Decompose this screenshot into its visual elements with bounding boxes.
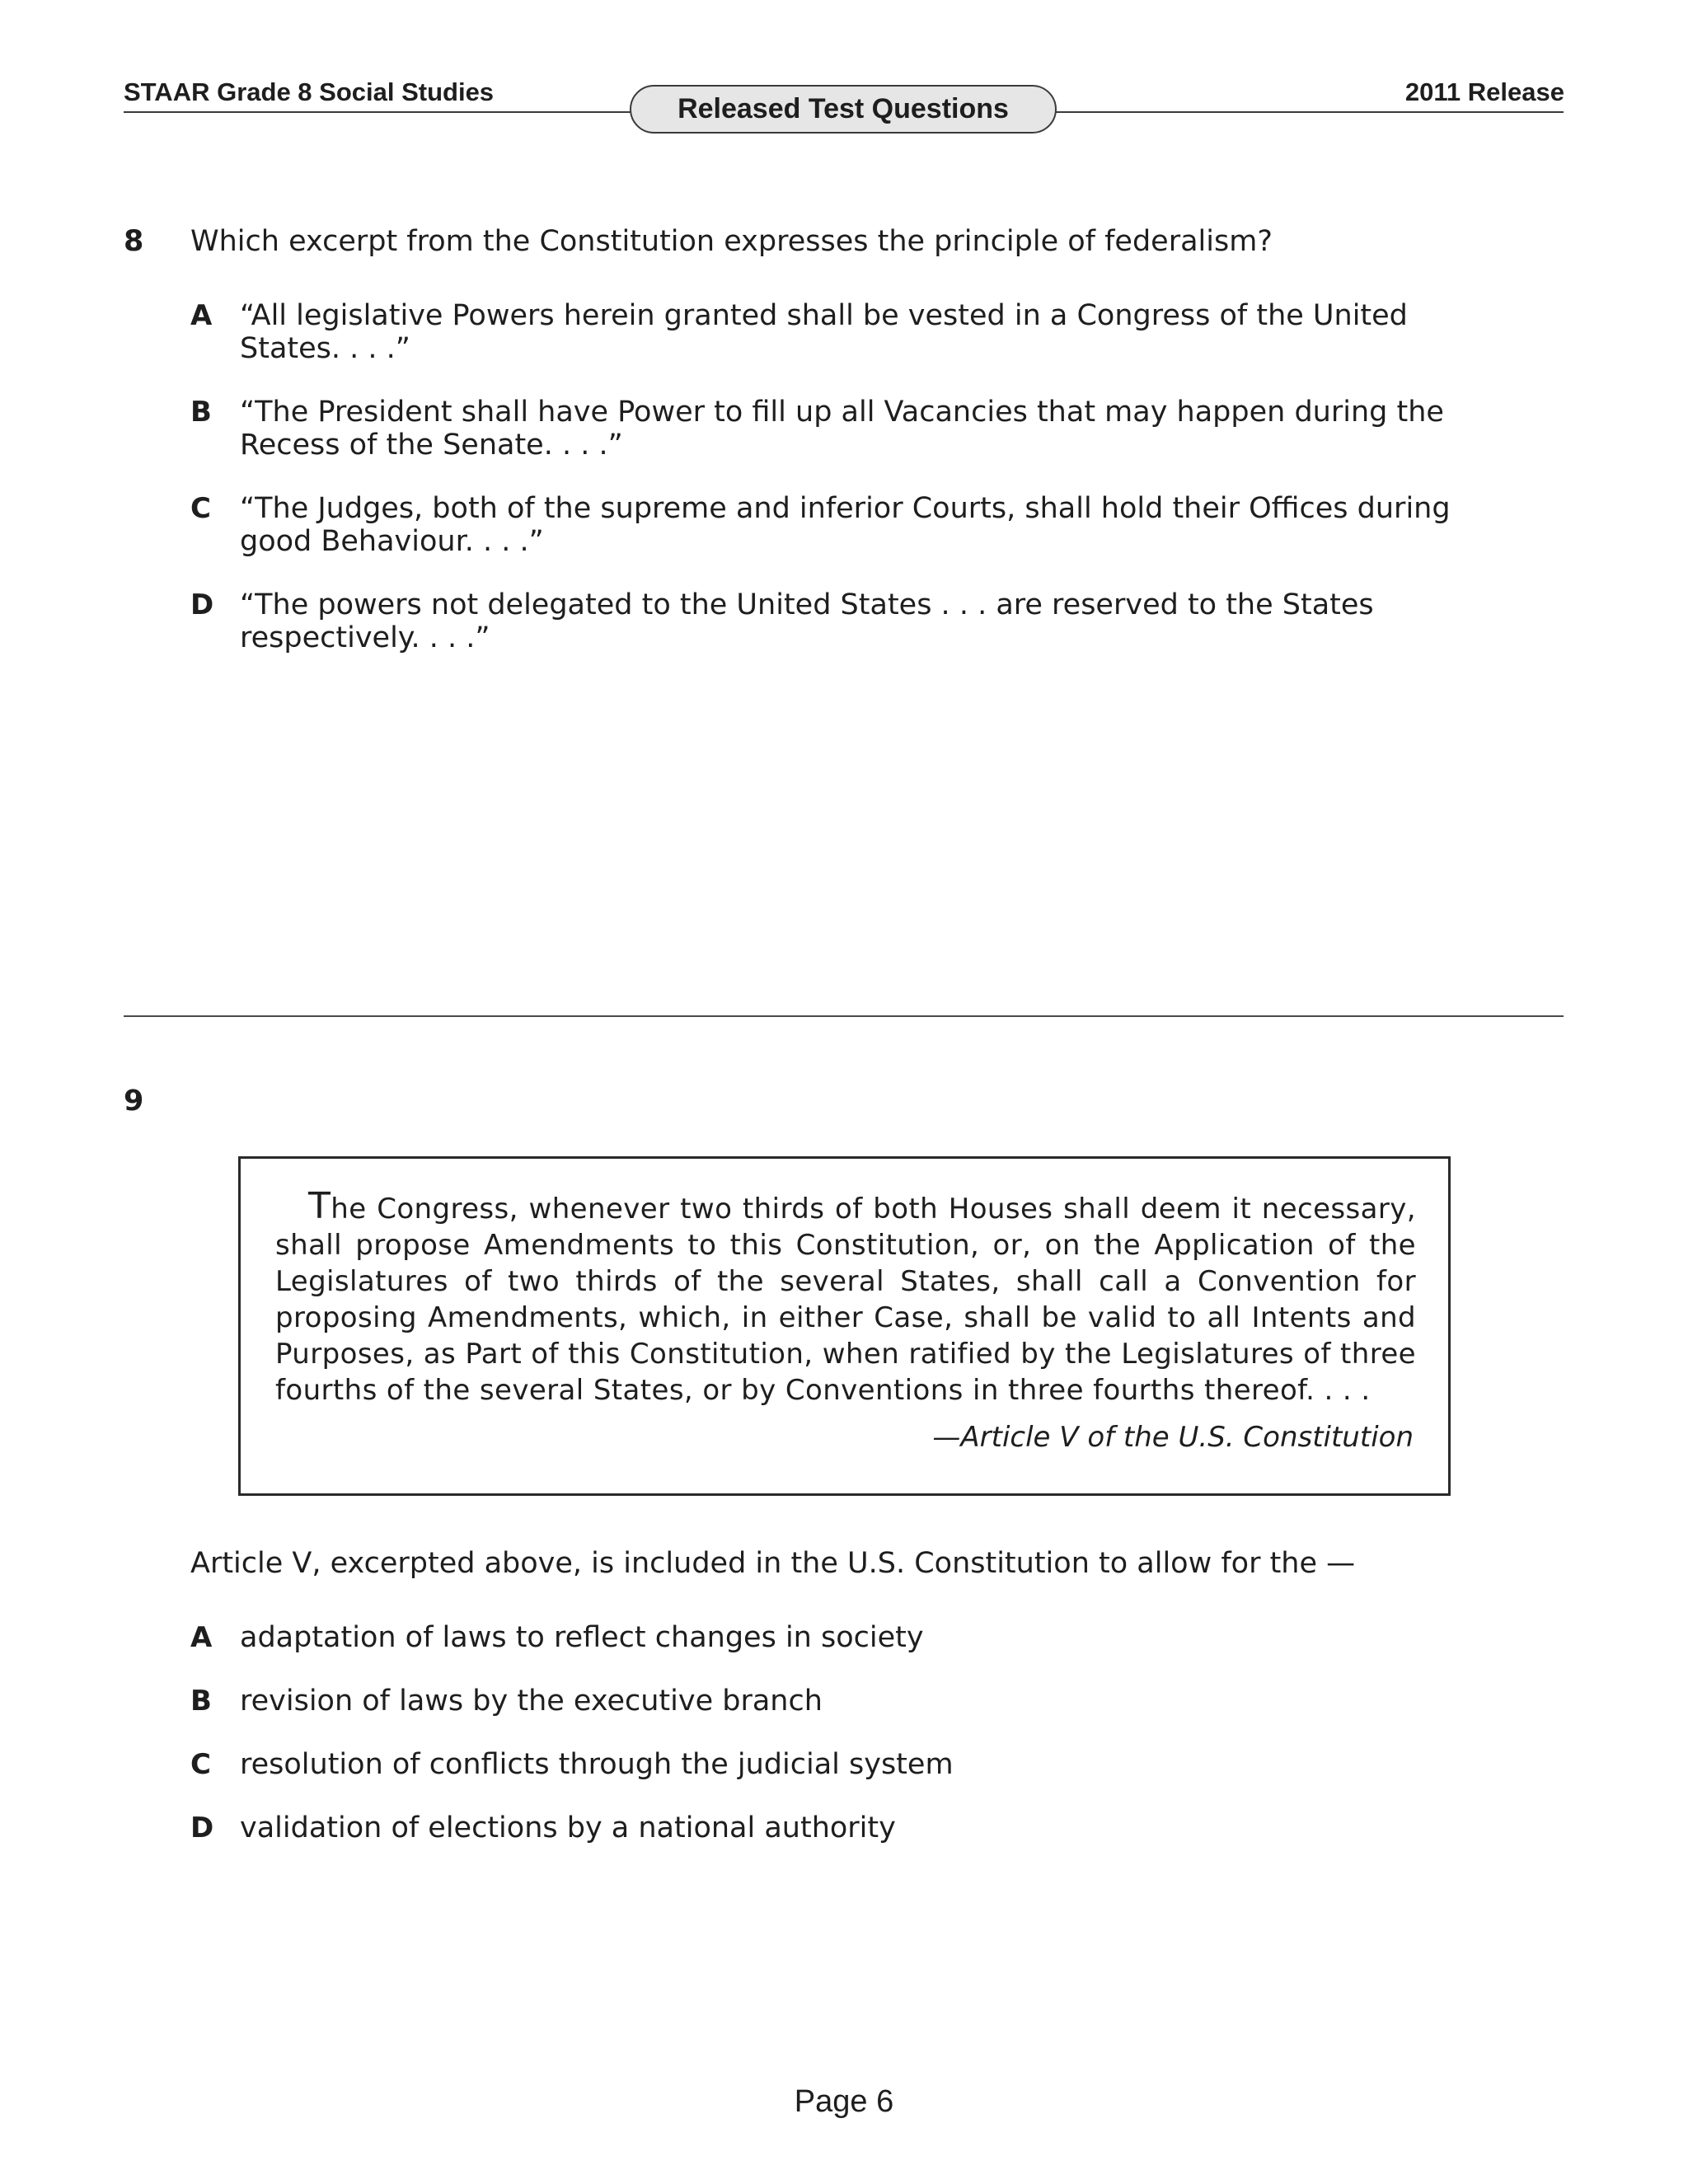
question-8-number: 8 (124, 225, 144, 258)
q9-choice-c-letter: C (190, 1748, 211, 1781)
q8-choice-b[interactable]: “The President shall have Power to fill up all Vacancies that may happen during the Recess of the Senate. . . .” (240, 396, 1444, 462)
q8-choice-a-letter: A (190, 299, 213, 332)
q8-choice-b-letter: B (190, 396, 212, 429)
quote-source: —Article V of the U.S. Constitution (932, 1421, 1414, 1454)
article-v-quote-box (238, 1156, 1451, 1496)
q9-choice-b[interactable]: revision of laws by the executive branch (240, 1685, 823, 1718)
header-test-title: STAAR Grade 8 Social Studies (124, 77, 495, 106)
q8-choice-d-letter: D (190, 588, 214, 621)
q9-choice-c[interactable]: resolution of conflicts through the judicial system (240, 1748, 954, 1781)
question-8-stem: Which excerpt from the Constitution expresses the principle of federalism? (190, 225, 1273, 258)
q8-choice-c[interactable]: “The Judges, both of the supreme and inferior Courts, shall hold their Offices during good Behaviour. . . .” (240, 492, 1451, 558)
question-9-stem: Article V, excerpted above, is included in the U.S. Constitution to allow for the — (190, 1547, 1356, 1580)
q9-choice-b-letter: B (190, 1685, 212, 1718)
page-number: Page 6 (794, 2084, 894, 2119)
question-9-number: 9 (124, 1085, 144, 1118)
q9-choice-a-letter: A (190, 1621, 213, 1654)
question-divider (124, 1015, 1564, 1017)
q8-choice-c-letter: C (190, 492, 211, 525)
header-section-badge: Released Test Questions (630, 85, 1057, 134)
header-release-year: 2011 Release (1404, 77, 1564, 106)
article-v-quote: The Congress, whenever two thirds of both Houses shall deem it necessary, shall propose Amendments to this Constitution, or, on the Application of the Legislatures of two thirds of the several States, shall call a Convention for proposing Amendments, which, in either Case, shall be valid to all Intents and Purposes, as Part of this Constitution, when ratified by the Legislatures of three fourths of the several States, or by Conventions in three fourths thereof. . . . (275, 1185, 1416, 1407)
q9-choice-d-letter: D (190, 1811, 214, 1844)
q8-choice-a[interactable]: “All legislative Powers herein granted shall be vested in a Congress of the United States. . . .” (240, 299, 1408, 365)
q9-choice-d[interactable]: validation of elections by a national authority (240, 1811, 896, 1844)
q8-choice-d[interactable]: “The powers not delegated to the United States . . . are reserved to the States respectively. . . .” (240, 588, 1374, 654)
q9-choice-a[interactable]: adaptation of laws to reflect changes in society (240, 1621, 924, 1654)
